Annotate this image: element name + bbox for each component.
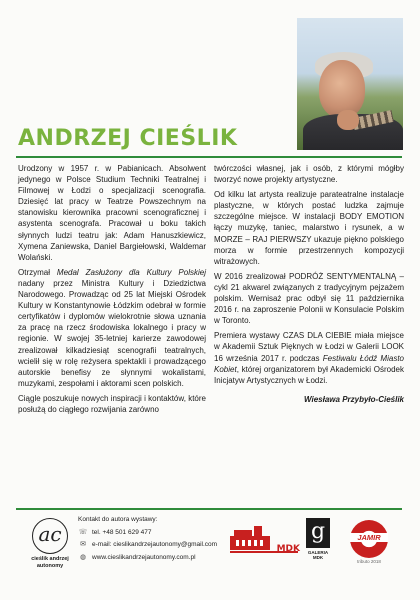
jamir-disc-icon [350, 520, 388, 558]
author-photo [297, 18, 403, 150]
autonomy-logo-caption: cieślik andrzej autonomy [31, 556, 69, 569]
mdk-logo [228, 522, 300, 558]
biography-right-column [214, 163, 404, 409]
contact-title: Kontakt do autora wystawy: [78, 516, 158, 523]
bio-paragraph-7 [214, 330, 404, 385]
bio-paragraph-4: twórczości własnej, jak i osób, z którymi mógłby tworzyć nowe projekty artystyczne. [214, 164, 404, 185]
bio-paragraph-6: W 2016 zrealizował PODRÓŻ SENTYMENTALNĄ – cykl 21 akwarel związanych z tradycyjnym pejzażem polskim. Wernisaż prac odbył się 11 października 2016 r. na zaproszenie Polonii w Konsulacie Polskim w Toronto. [214, 271, 404, 326]
bio-paragraph-3: Ciągle poszukuje nowych inspiracji i kontaktów, które posłużą do ciągłego rozwijania zarówno [18, 393, 206, 414]
galeria-g-icon: g [306, 518, 330, 548]
author-signature: Wiesława Przybyło-Cieślik [304, 394, 404, 404]
bio-paragraph-5: Od kilku lat artysta realizuje parateatralne instalacje plastyczne, w których postać ludzka zajmuje szczególne miejsce. W instalacji BODY EMOTION łączy muzykę, taniec, malarstwo i rysunek, a w MORZE – RAJ PIERWSZY ukazuje piękno polskiego morza w formie przestrzennych kompozycji witrażowych. [214, 190, 404, 266]
bio-p2-start: Otrzymał [18, 267, 57, 277]
medal-title: Medal Zasłużony dla Kultury Polskiej [56, 267, 206, 277]
jamir-logo [346, 520, 392, 566]
divider-bottom [16, 508, 402, 510]
jamir-label: JAMIR [350, 533, 388, 542]
contact-phone[interactable] [78, 527, 228, 540]
divider-top [16, 156, 402, 158]
photo-face [319, 60, 365, 118]
galeria-logo [304, 518, 332, 564]
contact-block [78, 514, 228, 564]
website-text: www.cieslikandrzejautonomy.com.pl [92, 553, 196, 561]
bio-paragraph-1: Urodzony w 1957 r. w Pabianicach. Absolwent jedynego w Polsce Studium Techniki Teatralnej i Filmowej w Łodzi o specjalizacji scenografia. Dziesięć lat pracy w Teatrze Powszechnym na stanowisku kierownika pracowni scenograficznej i asystenta scenografa. Pracował u boku takich słynnych ludzi teatru jak: Adam Hanuszkiewicz, Xymena Zaniewska, Daniel Bargiełowski, Waldemar Wolański. [18, 164, 206, 262]
phone-icon: ☏ [78, 528, 88, 536]
bio-p7-start: Premiera wystawy CZAS DLA CIEBIE miała miejsce w Akademii Sztuk Pięknych w Łodzi w Galerii LOOK 16 września 2017 r. podczas [214, 331, 404, 363]
mail-icon: ✉ [80, 541, 86, 548]
bio-paragraph-2 [18, 267, 206, 389]
bio-p2-end: nadany przez Ministra Kultury i Dziedzictwa Narodowego. Prowadząc od 25 lat Miejski Ośrodek Kultury w Konstantynowie Łódzkim odebrał w formie certyfikatów i dyplomów wielokrotnie słowa uznania za pracę na rzecz środowiska lokalnego i pracy w regionie. W swojej 35-letniej karierze zawodowej zrealizował kilkadziesiąt scenografii teatralnych, wcielił się w rolę reżysera spektakli i prowadzącego autorskie benefisy ze słynnymi wokalistami, muzykami, zespołami i aktorami scen polskich. [18, 278, 206, 388]
page-title: ANDRZEJ CIEŚLIK [18, 126, 238, 151]
globe-icon: ◍ [79, 553, 87, 561]
bio-p7-end: , której organizatorem był Akademicki Ośrodek Inicjatyw Artystycznych w Łodzi. [214, 364, 404, 385]
biography-left-column [18, 163, 206, 419]
email-text: e-mail: cieslikandrzejautonomy@gmail.com [92, 541, 218, 548]
galeria-caption: GALERIA MDK [307, 550, 329, 560]
phone-text: tel. +48 501 629 477 [92, 528, 152, 536]
contact-website[interactable] [78, 552, 228, 565]
jamir-caption: tributo 2018 [357, 559, 381, 564]
festival-title: Festiwalu Łódź Miasto Kobiet [214, 353, 404, 374]
autonomy-logo [24, 518, 76, 572]
mdk-label: MDK [276, 544, 300, 554]
contact-email[interactable] [78, 539, 228, 552]
autonomy-mark-icon: ac [32, 518, 68, 554]
photo-hand [337, 110, 359, 130]
